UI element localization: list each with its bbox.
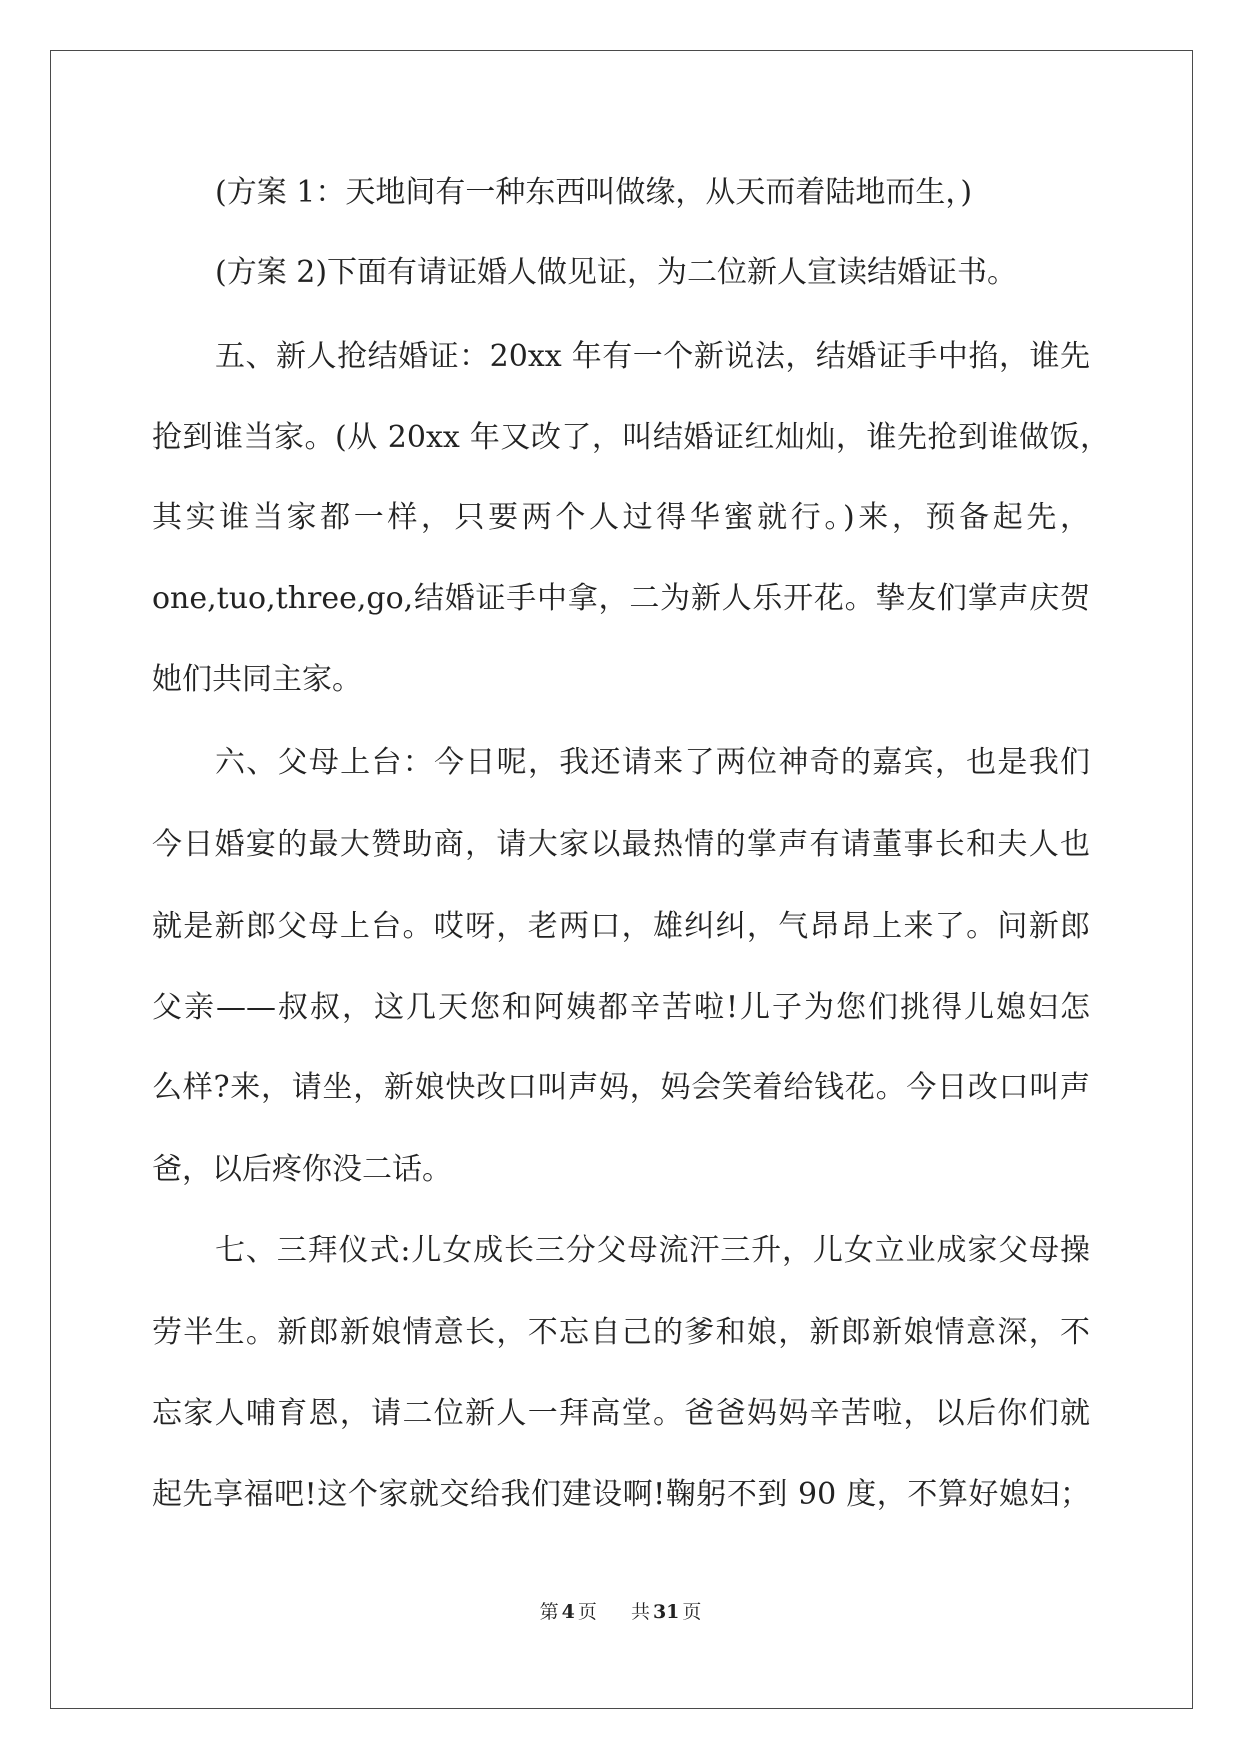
- page-number: [540, 1601, 603, 1623]
- page-number-value: 4: [561, 1601, 575, 1623]
- paragraph-line: 劳半生。新郎新娘情意长，不忘自己的爹和娘，新郎新娘情意深，不: [152, 1315, 1090, 1350]
- paragraph-line: 七、三拜仪式:儿女成长三分父母流汗三升，儿女立业成家父母操: [215, 1233, 1090, 1268]
- paragraph-line: 五、新人抢结婚证：20xx 年有一个新说法，结婚证手中掐，谁先: [215, 339, 1090, 374]
- paragraph-line: 其实谁当家都一样，只要两个人过得华蜜就行。)来，预备起先，: [152, 500, 1090, 535]
- paragraph-line: 起先享福吧!这个家就交给我们建设啊!鞠躬不到 90 度，不算好媳妇；: [152, 1477, 1090, 1512]
- page-border: [50, 50, 1193, 1709]
- paragraph-line: 她们共同主家。: [152, 662, 362, 697]
- paragraph-line: 六、父母上台：今日呢，我还请来了两位神奇的嘉宾，也是我们: [215, 745, 1090, 780]
- page-number-suffix: 页: [577, 1601, 597, 1623]
- paragraph-line: 抢到谁当家。(从 20xx 年又改了，叫结婚证红灿灿，谁先抢到谁做饭，: [152, 420, 1110, 455]
- paragraph-line: (方案 1：天地间有一种东西叫做缘，从天而着陆地而生，): [215, 175, 973, 210]
- paragraph-line: 忘家人哺育恩，请二位新人一拜高堂。爸爸妈妈辛苦啦，以后你们就: [152, 1396, 1090, 1431]
- paragraph-line: (方案 2)下面有请证婚人做见证，为二位新人宣读结婚证书。: [215, 255, 1018, 290]
- page-footer: [0, 1600, 1241, 1624]
- page-total-suffix: 页: [682, 1601, 702, 1623]
- paragraph-line: one,tuo,three,go,结婚证手中拿，二为新人乐开花。挚友们掌声庆贺: [152, 581, 1090, 616]
- page-total: [631, 1601, 701, 1623]
- paragraph-line: 今日婚宴的最大赞助商，请大家以最热情的掌声有请董事长和夫人也: [152, 827, 1090, 862]
- paragraph-line: 就是新郎父母上台。哎呀，老两口，雄纠纠，气昂昂上来了。问新郎: [152, 909, 1090, 944]
- page-total-prefix: 共: [630, 1601, 650, 1623]
- page-total-value: 31: [652, 1601, 680, 1623]
- paragraph-line: 父亲——叔叔，这几天您和阿姨都辛苦啦!儿子为您们挑得儿媳妇怎: [152, 990, 1090, 1025]
- paragraph-line: 么样?来，请坐，新娘快改口叫声妈，妈会笑着给钱花。今日改口叫声: [152, 1070, 1090, 1105]
- page-number-prefix: 第: [539, 1601, 559, 1623]
- paragraph-line: 爸，以后疼你没二话。: [152, 1152, 452, 1187]
